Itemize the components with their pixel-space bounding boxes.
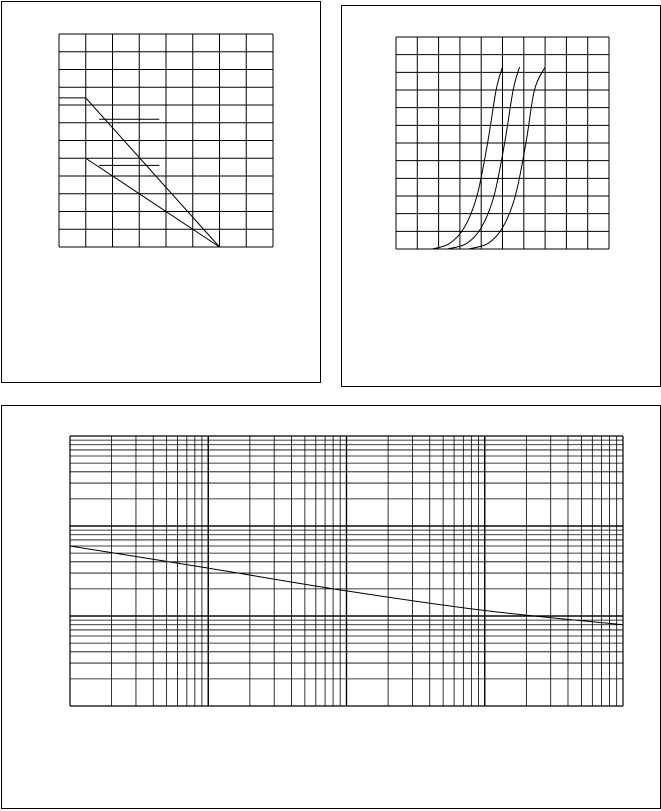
series-line-1 [432, 67, 502, 249]
forward-characteristics-chart [342, 6, 661, 388]
transient-impedance-chart [2, 406, 661, 810]
series-line-2 [447, 67, 519, 249]
series-line-2 [86, 158, 220, 247]
series-line-3 [468, 67, 545, 249]
derating-chart [2, 2, 322, 384]
forward-characteristics-panel [341, 5, 661, 387]
transient-impedance-panel [1, 405, 661, 809]
derating-curve-panel [1, 1, 321, 383]
